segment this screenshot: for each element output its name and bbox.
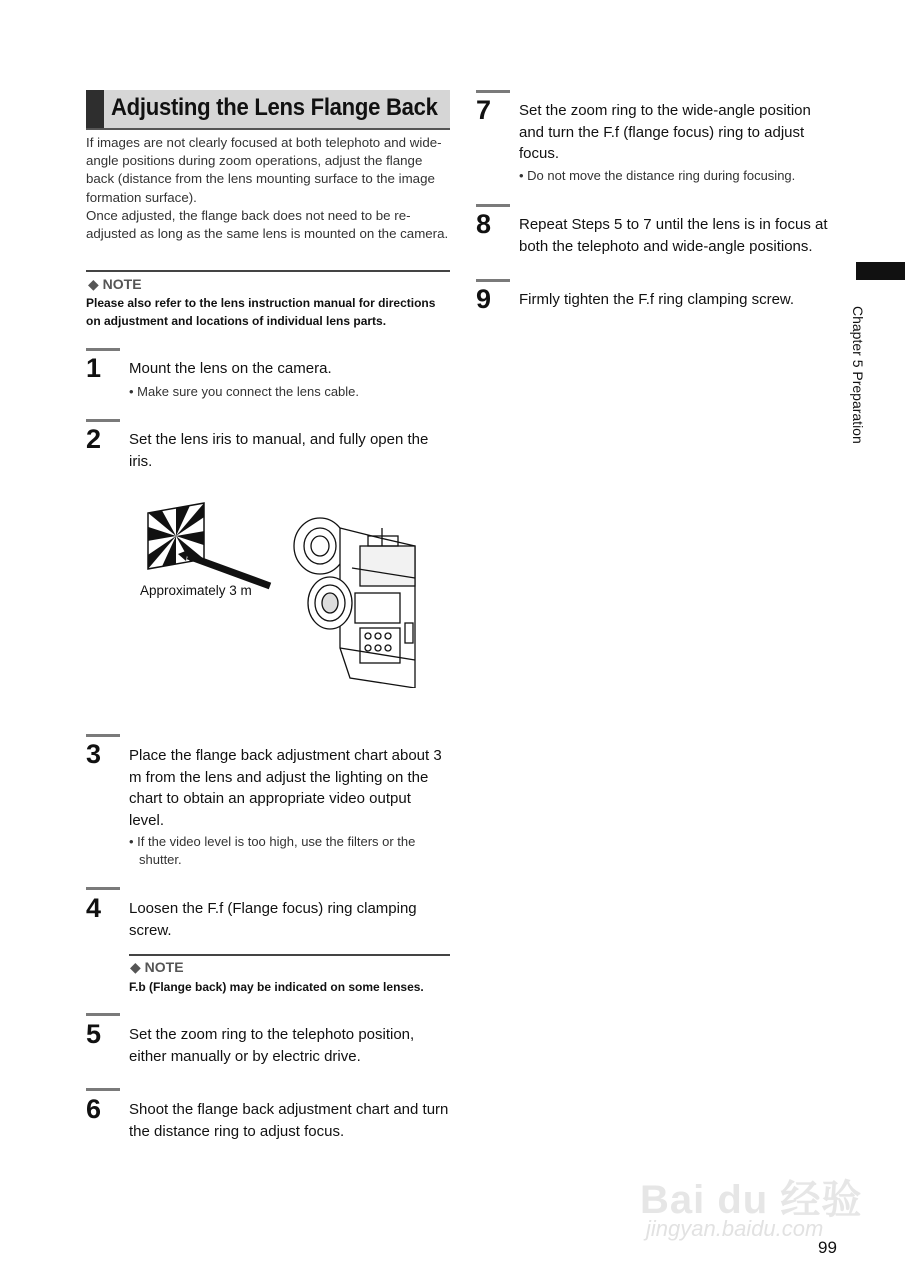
- step-bullet: • Do not move the distance ring during focusing.: [519, 168, 796, 183]
- intro-paragraph: Once adjusted, the flange back does not need to be re-adjusted as long as the same lens is mounted on the camera.: [86, 207, 449, 242]
- step-text: Repeat Steps 5 to 7 until the lens is in focus at both the telephoto and wide-angle positions.: [519, 216, 828, 255]
- step-text: Mount the lens on the camera.: [129, 360, 332, 377]
- step-bullet: • If the video level is too high, use the filters or the shutter.: [129, 834, 416, 867]
- step-number: 5: [86, 1019, 102, 1049]
- step-text: Firmly tighten the F.f ring clamping screw.: [519, 291, 795, 308]
- step-text: Loosen the F.f (Flange focus) ring clamping screw.: [129, 900, 417, 939]
- intro-text: [86, 134, 454, 243]
- step-rule: [86, 419, 120, 422]
- note-text: Please also refer to the lens instruction manual for directions on adjustment and locations of individual lens parts.: [86, 296, 436, 328]
- note-rule: [86, 270, 450, 272]
- step-text: Set the zoom ring to the telephoto position, either manually or by electric drive.: [129, 1026, 415, 1065]
- note-heading: ◆ NOTE: [88, 276, 142, 292]
- step-number: 9: [476, 284, 492, 314]
- step-rule: [476, 279, 510, 282]
- step-number: 2: [86, 424, 102, 454]
- step-number: 7: [476, 95, 492, 125]
- step-rule: [86, 887, 120, 890]
- step-number: 4: [86, 893, 102, 923]
- page-number: 99: [818, 1238, 837, 1257]
- step-number: 3: [86, 739, 102, 769]
- step-text: Shoot the flange back adjustment chart and turn the distance ring to adjust focus.: [129, 1101, 449, 1140]
- step-number: 8: [476, 209, 492, 239]
- intro-paragraph: If images are not clearly focused at both telephoto and wide-angle positions during zoom operations, adjust the flange back (distance from the lens mounting surface to the image formation surface).: [86, 135, 442, 205]
- page-title: Adjusting the Lens Flange Back: [111, 94, 438, 121]
- distance-label: Approximately 3 m: [140, 583, 252, 598]
- note-heading: ◆ NOTE: [130, 959, 184, 975]
- step-text: Set the lens iris to manual, and fully open the iris.: [129, 431, 429, 470]
- step-bullet: • Make sure you connect the lens cable.: [129, 384, 360, 399]
- note-rule: [129, 954, 450, 956]
- step-rule: [476, 90, 510, 93]
- step-number: 1: [86, 353, 102, 383]
- watermark-url: jingyan.baidu.com: [646, 1216, 824, 1241]
- step-rule: [86, 1013, 120, 1016]
- distance-arrow-icon: [178, 550, 270, 586]
- chapter-tab: [856, 262, 905, 280]
- step-text: Set the zoom ring to the wide-angle position and turn the F.f (flange focus) ring to adjust focus.: [519, 102, 811, 162]
- title-marker: [86, 90, 104, 128]
- step-rule: [86, 348, 120, 351]
- step-rule: [86, 734, 120, 737]
- step-text: Place the flange back adjustment chart about 3 m from the lens and adjust the lighting on the chart to obtain an appropriate video output level.: [129, 747, 442, 829]
- camera-icon: [294, 518, 415, 688]
- step-rule: [86, 1088, 120, 1091]
- step-number: 6: [86, 1094, 102, 1124]
- chapter-label: Chapter 5 Preparation: [850, 306, 866, 444]
- step-rule: [476, 204, 510, 207]
- watermark-logo: Bai du 经验: [640, 1178, 863, 1222]
- note-text: F.b (Flange back) may be indicated on some lenses.: [129, 980, 424, 994]
